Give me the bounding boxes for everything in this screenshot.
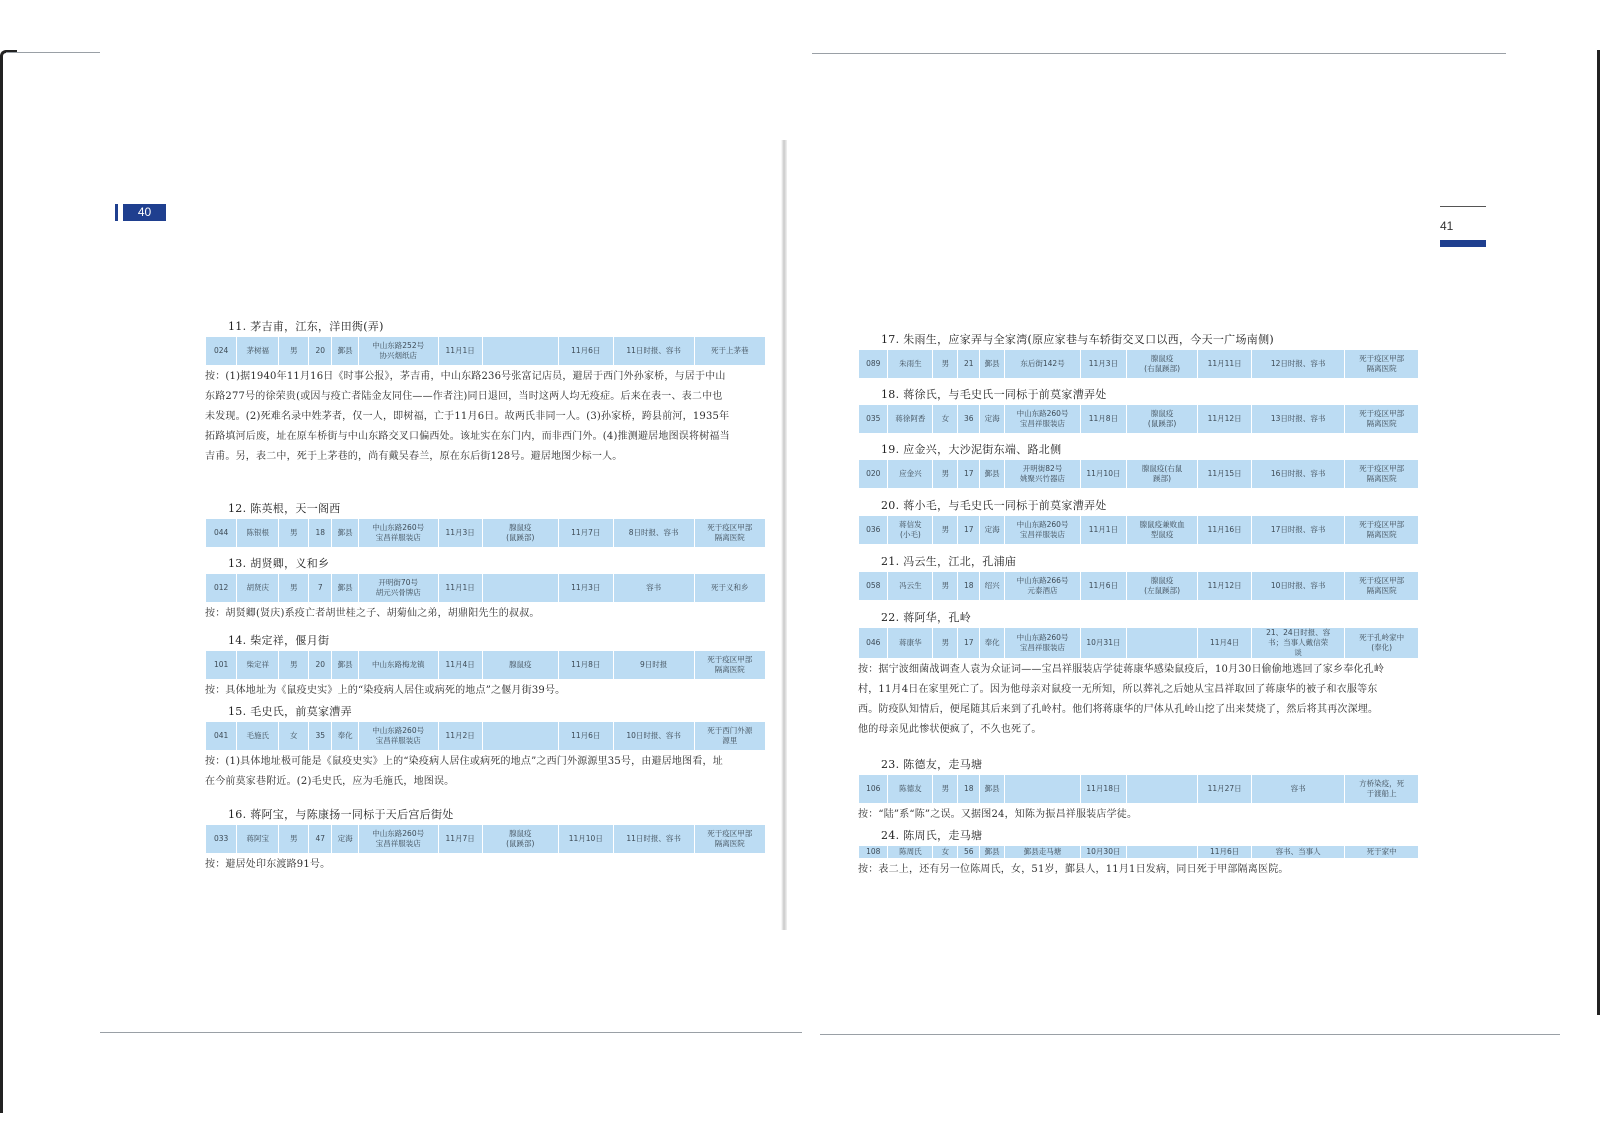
cell-id: 033 <box>206 825 237 853</box>
cell-workplace <box>1005 775 1081 803</box>
cell-onset: 11月1日 <box>1080 516 1126 544</box>
entry-heading: 17. 朱雨生，应家弄与全家湾(原应家巷与车轿街交叉口以西，今天一广场南侧) <box>881 333 1274 346</box>
cell-source: 容书 <box>1251 775 1344 803</box>
table-row <box>859 846 1419 858</box>
table-row <box>206 337 766 365</box>
cell-source: 17日时报、容书 <box>1251 516 1344 544</box>
book-spine <box>781 140 787 930</box>
cell-origin: 鄞县 <box>332 337 359 365</box>
cell-death-place: 死于疫区甲部 隔离医院 <box>1345 405 1419 433</box>
cell-sex: 女 <box>933 405 958 433</box>
cell-name: 应金兴 <box>888 460 933 488</box>
cell-onset: 11月7日 <box>438 825 482 853</box>
cell-death-date: 11月4日 <box>1198 628 1252 658</box>
cell-id: 106 <box>859 775 888 803</box>
cell-death-place: 死于疫区甲部 隔离医院 <box>1345 350 1419 378</box>
cell-name: 茅树福 <box>237 337 279 365</box>
record-table <box>858 775 1419 803</box>
entry-block <box>205 555 749 624</box>
cell-origin: 奉化 <box>980 628 1005 658</box>
table-row <box>859 350 1419 378</box>
table-row <box>859 460 1419 488</box>
entry-block <box>858 441 1405 488</box>
cell-id: 046 <box>859 628 888 658</box>
cell-onset: 11月18日 <box>1080 775 1126 803</box>
cell-name: 朱雨生 <box>888 350 933 378</box>
bottom-rule-right <box>820 1034 1560 1035</box>
cell-death-place: 死于西门外源 源里 <box>694 722 765 750</box>
entry-block <box>858 386 1405 433</box>
cell-death-date: 11月12日 <box>1198 572 1252 600</box>
cell-sex: 男 <box>933 460 958 488</box>
top-rule-left <box>6 52 100 53</box>
cell-origin: 鄞县 <box>332 574 359 602</box>
cell-origin: 定海 <box>980 405 1005 433</box>
cell-workplace: 中山东路260号 宝昌祥服装店 <box>358 519 438 547</box>
cell-symptom <box>482 722 558 750</box>
cell-workplace: 中山东路260号 宝昌祥服装店 <box>1005 405 1081 433</box>
cell-death-date: 11月6日 <box>1198 846 1252 858</box>
cell-source: 12日时报、容书 <box>1251 350 1344 378</box>
cell-name: 蒋阿宝 <box>237 825 279 853</box>
entry-heading: 16. 蒋阿宝，与陈康扬一同标于天后宫后街处 <box>228 808 454 821</box>
entry-note: 按：表二上，还有另一位陈周氏，女，51岁，鄞县人，11月1日发病，同日死于甲部隔离医院。 <box>858 864 1289 875</box>
cell-workplace: 开明街82号 姚聚兴竹器店 <box>1005 460 1081 488</box>
cell-origin: 鄞县 <box>980 775 1005 803</box>
cell-death-date: 11月10日 <box>558 825 613 853</box>
cell-workplace: 开明街70号 胡元兴骨牌店 <box>358 574 438 602</box>
cell-name: 柴定祥 <box>237 651 279 679</box>
scan-edge-left <box>0 50 17 1113</box>
record-table <box>205 825 766 853</box>
record-table <box>858 572 1419 600</box>
entry-block <box>858 756 1405 825</box>
cell-workplace: 中山东路260号 宝昌祥服装店 <box>358 722 438 750</box>
cell-source: 9日时报 <box>613 651 694 679</box>
table-row <box>206 722 766 750</box>
cell-id: 035 <box>859 405 888 433</box>
cell-name: 陈银根 <box>237 519 279 547</box>
cell-onset: 10月30日 <box>1080 846 1126 858</box>
record-table <box>205 722 766 750</box>
cell-death-date: 11月27日 <box>1198 775 1252 803</box>
cell-id: 020 <box>859 460 888 488</box>
cell-symptom: 腺鼠疫 (鼠蹊部) <box>482 825 558 853</box>
page-number-left: 40 <box>119 204 166 221</box>
cell-id: 012 <box>206 574 237 602</box>
record-table <box>205 519 766 547</box>
cell-symptom: 腺鼠疫兼败血 型鼠疫 <box>1126 516 1197 544</box>
cell-workplace: 中山东路梅龙镇 <box>358 651 438 679</box>
cell-death-place: 死于疫区甲部 隔离医院 <box>694 519 765 547</box>
cell-age: 47 <box>309 825 332 853</box>
top-rule-right <box>812 53 1506 54</box>
cell-death-place: 死于疫区甲部 隔离医院 <box>1345 572 1419 600</box>
cell-symptom <box>1126 775 1197 803</box>
cell-sex: 男 <box>933 350 958 378</box>
cell-age: 7 <box>309 574 332 602</box>
cell-sex: 男 <box>279 825 309 853</box>
cell-symptom: 腺鼠疫 (左鼠蹊部) <box>1126 572 1197 600</box>
record-table <box>858 628 1419 658</box>
cell-id: 041 <box>206 722 237 750</box>
cell-onset: 11月1日 <box>438 337 482 365</box>
cell-name: 蒋徐阿香 <box>888 405 933 433</box>
cell-symptom: 腺鼠疫 <box>482 651 558 679</box>
table-row <box>859 405 1419 433</box>
cell-age: 20 <box>309 337 332 365</box>
cell-onset: 11月6日 <box>1080 572 1126 600</box>
cell-source: 8日时报、容书 <box>613 519 694 547</box>
cell-symptom: 腺鼠疫 (鼠蹊部) <box>1126 405 1197 433</box>
cell-sex: 男 <box>279 574 309 602</box>
entry-block <box>858 497 1405 544</box>
cell-workplace: 中山东路260号 宝昌祥服装店 <box>1005 628 1081 658</box>
cell-source: 10日时报、容书 <box>613 722 694 750</box>
entry-heading: 13. 胡贤卿，义和乡 <box>228 557 330 570</box>
entry-heading: 11. 茅吉甫，江东，洋田衖(弄) <box>228 320 384 333</box>
cell-origin: 定海 <box>332 825 359 853</box>
cell-origin: 奉化 <box>332 722 359 750</box>
cell-name: 陈周氏 <box>888 846 933 858</box>
record-table <box>858 405 1419 433</box>
entry-heading: 15. 毛史氏，前莫家漕弄 <box>228 705 352 718</box>
cell-age: 18 <box>958 572 980 600</box>
cell-age: 18 <box>958 775 980 803</box>
table-row <box>206 519 766 547</box>
cell-death-place: 死于孔岭家中 (奉化) <box>1345 628 1419 658</box>
cell-onset: 10月31日 <box>1080 628 1126 658</box>
cell-name: 冯云生 <box>888 572 933 600</box>
bottom-rule-left <box>100 1032 802 1033</box>
cell-age: 18 <box>309 519 332 547</box>
record-table <box>858 516 1419 544</box>
record-table <box>205 574 766 602</box>
cell-source: 容书、当事人 <box>1251 846 1344 858</box>
cell-source: 16日时报、容书 <box>1251 460 1344 488</box>
entry-block <box>205 806 753 875</box>
cell-origin: 鄞县 <box>980 846 1005 858</box>
cell-death-place: 死于疫区甲部 隔离医院 <box>694 825 765 853</box>
cell-source: 容书 <box>613 574 694 602</box>
cell-sex: 男 <box>279 651 309 679</box>
entry-block <box>205 318 749 467</box>
cell-death-place: 死于疫区甲部 隔离医院 <box>1345 516 1419 544</box>
entry-block <box>858 827 1397 880</box>
cell-id: 089 <box>859 350 888 378</box>
cell-sex: 男 <box>279 519 309 547</box>
cell-sex: 男 <box>279 337 309 365</box>
table-row <box>206 574 766 602</box>
cell-source: 11日时报、容书 <box>613 337 694 365</box>
entry-heading: 21. 冯云生，江北，孔浦庙 <box>881 555 1017 568</box>
cell-source: 10日时报、容书 <box>1251 572 1344 600</box>
entry-heading: 23. 陈德友，走马塘 <box>881 758 983 771</box>
entry-block <box>858 553 1405 600</box>
cell-age: 17 <box>958 516 980 544</box>
cell-death-date: 11月7日 <box>558 519 613 547</box>
cell-origin: 鄞县 <box>332 519 359 547</box>
cell-death-date: 11月6日 <box>558 337 613 365</box>
page-number-rule <box>1440 206 1486 207</box>
entry-note: 按：(1)据1940年11月16日《时事公报》，茅吉甫，中山东路236号张富记店员，避居于西门外孙家桥，与居于中山东路277号的徐荣贵(或因与疫亡者陆金友同住——作者注)同日退回，当时这两人均无疫症。后来在表一、表二中也未发现。(2)死难名录中姓茅者，仅一人，即树福，亡于11月6日。故两氏非同一人。(3)孙家桥，跨县前河，1935年拓路填河后废，址在原车桥街与中山东路交叉口偏西处。该址实在东门内，而非西门外。(4)推测避居地图误将树福当吉甫。另，表二中，死于上茅巷的，尚有戴吴春兰，原在东后街128号。避居地图少标一人。 <box>205 371 730 462</box>
cell-death-place: 方桥染疫，死 于渡船上 <box>1345 775 1419 803</box>
cell-death-place: 死于疫区甲部 隔离医院 <box>694 651 765 679</box>
record-table <box>205 651 766 679</box>
cell-id: 101 <box>206 651 237 679</box>
entry-heading: 18. 蒋徐氏，与毛史氏一同标于前莫家漕弄处 <box>881 388 1107 401</box>
cell-death-date: 11月15日 <box>1198 460 1252 488</box>
cell-death-date: 11月3日 <box>558 574 613 602</box>
cell-sex: 男 <box>933 628 958 658</box>
cell-death-date: 11月16日 <box>1198 516 1252 544</box>
cell-sex: 女 <box>933 846 958 858</box>
cell-origin: 绍兴 <box>980 572 1005 600</box>
cell-origin: 鄞县 <box>980 350 1005 378</box>
table-row <box>859 572 1419 600</box>
cell-source: 13日时报、容书 <box>1251 405 1344 433</box>
cell-sex: 女 <box>279 722 309 750</box>
cell-name: 蒋康华 <box>888 628 933 658</box>
cell-workplace: 鄞县走马塘 <box>1005 846 1081 858</box>
entry-block <box>858 331 1405 378</box>
table-row <box>859 628 1419 658</box>
record-table <box>205 337 766 365</box>
cell-death-date: 11月12日 <box>1198 405 1252 433</box>
cell-age: 20 <box>309 651 332 679</box>
cell-workplace: 中山东路252号 协兴烟纸店 <box>358 337 438 365</box>
table-row <box>859 775 1419 803</box>
cell-age: 21 <box>958 350 980 378</box>
record-table <box>858 350 1419 378</box>
cell-age: 17 <box>958 460 980 488</box>
cell-sex: 男 <box>933 516 958 544</box>
cell-name: 毛施氏 <box>237 722 279 750</box>
cell-name: 蒋信发 (小毛) <box>888 516 933 544</box>
entry-note: 按：“陆”系“陈”之误。又据图24，知陈为振昌祥服装店学徒。 <box>858 809 1138 820</box>
entry-heading: 22. 蒋阿华，孔岭 <box>881 611 971 624</box>
scan-edge-right <box>1591 50 1600 1015</box>
cell-onset: 11月1日 <box>438 574 482 602</box>
cell-origin: 鄞县 <box>332 651 359 679</box>
cell-age: 36 <box>958 405 980 433</box>
cell-id: 036 <box>859 516 888 544</box>
cell-name: 陈德友 <box>888 775 933 803</box>
cell-name: 胡贤庆 <box>237 574 279 602</box>
entry-block <box>205 703 753 792</box>
entry-block <box>205 632 753 701</box>
cell-sex: 男 <box>933 775 958 803</box>
entry-heading: 20. 蒋小毛，与毛史氏一同标于前莫家漕弄处 <box>881 499 1107 512</box>
cell-age: 35 <box>309 722 332 750</box>
cell-symptom <box>1126 846 1197 858</box>
cell-onset: 11月3日 <box>438 519 482 547</box>
page-number-right: 41 <box>1440 219 1454 233</box>
cell-workplace: 中山东路260号 宝昌祥服装店 <box>358 825 438 853</box>
table-row <box>206 825 766 853</box>
cell-symptom <box>1126 628 1197 658</box>
entry-note: 按：(1)具体地址极可能是《鼠疫史实》上的“染疫病人居住或病死的地点”之西门外源源里35号，由避居地图看，址在今前莫家巷附近。(2)毛史氏，应为毛施氏，地图误。 <box>205 756 723 787</box>
cell-workplace: 东后街142号 <box>1005 350 1081 378</box>
cell-death-place: 死于上茅巷 <box>694 337 765 365</box>
cell-onset: 11月4日 <box>438 651 482 679</box>
cell-symptom: 腺鼠疫(右鼠 蹊部) <box>1126 460 1197 488</box>
cell-symptom: 腺鼠疫 (右鼠蹊部) <box>1126 350 1197 378</box>
cell-symptom: 腺鼠疫 (鼠蹊部) <box>482 519 558 547</box>
cell-onset: 11月10日 <box>1080 460 1126 488</box>
entry-note: 按：胡贤卿(贤庆)系疫亡者胡世桂之子、胡菊仙之弟，胡鼎阳先生的叔叔。 <box>205 608 540 619</box>
table-row <box>859 516 1419 544</box>
entry-heading: 14. 柴定祥，偃月街 <box>228 634 330 647</box>
entry-block <box>205 500 753 547</box>
entry-note: 按：具体地址为《鼠疫史实》上的“染疫病人居住或病死的地点”之偃月街39号。 <box>205 685 566 696</box>
entry-note: 按：避居处印东渡路91号。 <box>205 859 331 870</box>
cell-death-date: 11月11日 <box>1198 350 1252 378</box>
record-table <box>858 460 1419 488</box>
page-number-bar <box>1440 240 1486 247</box>
cell-death-date: 11月8日 <box>558 651 613 679</box>
cell-source: 11日时报、容书 <box>613 825 694 853</box>
cell-death-date: 11月6日 <box>558 722 613 750</box>
cell-sex: 男 <box>933 572 958 600</box>
cell-death-place: 死于家中 <box>1345 846 1419 858</box>
cell-id: 058 <box>859 572 888 600</box>
cell-age: 17 <box>958 628 980 658</box>
cell-onset: 11月3日 <box>1080 350 1126 378</box>
cell-onset: 11月2日 <box>438 722 482 750</box>
cell-origin: 鄞县 <box>980 460 1005 488</box>
cell-symptom <box>482 337 558 365</box>
cell-source: 21、24日时报、容 书；当事人戴信荣 谈 <box>1251 628 1344 658</box>
entry-heading: 24. 陈周氏，走马塘 <box>881 829 983 842</box>
record-table <box>858 846 1419 858</box>
cell-origin: 定海 <box>980 516 1005 544</box>
cell-id: 108 <box>859 846 888 858</box>
entry-heading: 12. 陈英根，天一阁西 <box>228 502 341 515</box>
cell-id: 024 <box>206 337 237 365</box>
table-row <box>206 651 766 679</box>
cell-death-place: 死于疫区甲部 隔离医院 <box>1345 460 1419 488</box>
cell-symptom <box>482 574 558 602</box>
entry-block <box>858 609 1405 740</box>
cell-workplace: 中山东路260号 宝昌祥服装店 <box>1005 516 1081 544</box>
cell-death-place: 死于义和乡 <box>694 574 765 602</box>
cell-id: 044 <box>206 519 237 547</box>
entry-heading: 19. 应金兴，大沙泥街东端、路北侧 <box>881 443 1062 456</box>
cell-age: 56 <box>958 846 980 858</box>
cell-onset: 11月8日 <box>1080 405 1126 433</box>
cell-workplace: 中山东路266号 元泰酒店 <box>1005 572 1081 600</box>
entry-note: 按：据宁波细菌战调查人袁为众证词——宝昌祥服装店学徒蒋康华感染鼠疫后，10月30日偷偷地逃回了家乡奉化孔岭村，11月4日在家里死亡了。因为他母亲对鼠疫一无所知，所以葬礼之后她从宝昌祥取回了蒋康华的被子和衣服等东西。防疫队知情后，便尾随其后来到了孔岭村。他们将蒋康华的尸体从孔岭山挖了出来焚烧了，然后将其再次深埋。他的母亲见此惨状便疯了，不久也死了。 <box>858 664 1385 735</box>
